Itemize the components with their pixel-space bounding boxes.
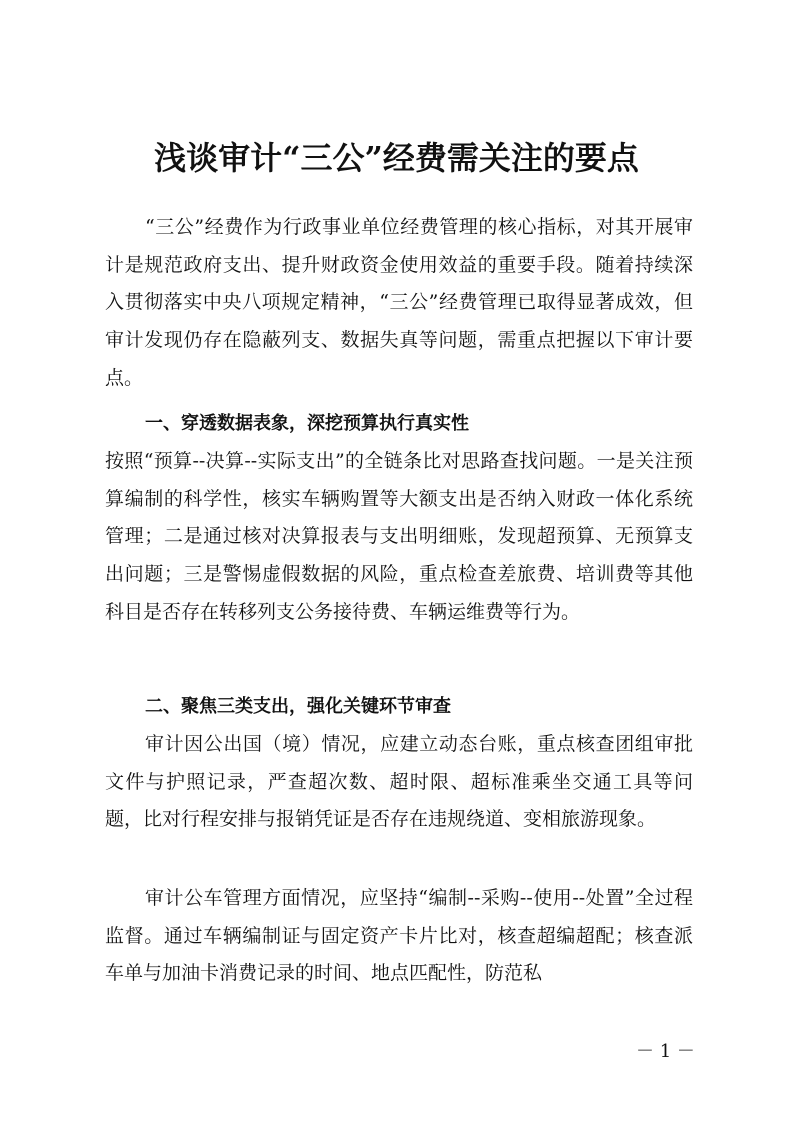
section-2-paragraph-1: 审计因公出国（境）情况，应建立动态台账，重点核查团组审批文件与护照记录，严查超次数、超时限、超标准乘坐交通工具等问题，比对行程安排与报销凭证是否存在违规绕道、变相旅游现象。: [105, 733, 693, 831]
section-2-paragraph-2: 审计公车管理方面情况，应坚持“编制--采购--使用--处置”全过程监督。通过车辆编制证与固定资产卡片比对，核查超编超配；核查派车单与加油卡消费记录的时间、地点匹配性，防范私: [105, 887, 693, 985]
page-number: － 1 －: [636, 1041, 695, 1062]
section-1-heading: 一、穿透数据表象，深挖预算执行真实性: [145, 413, 469, 434]
intro-paragraph: “三公”经费作为行政事业单位经费管理的核心指标，对其开展审计是规范政府支出、提升财政资金使用效益的重要手段。随着持续深入贯彻落实中央八项规定精神，“三公”经费管理已取得显著成效，但审计发现仍存在隐蔽列支、数据失真等问题，需重点把握以下审计要点。: [105, 216, 693, 389]
section-1-paragraph: 按照“预算--决算--实际支出”的全链条比对思路查找问题。一是关注预算编制的科学性，核实车辆购置等大额支出是否纳入财政一体化系统管理；二是通过核对决算报表与支出明细账，发现超预算、无预算支出问题；三是警惕虚假数据的风险，重点检查差旅费、培训费等其他科目是否存在转移列支公务接待费、车辆运维费等行为。: [105, 450, 693, 623]
page-title: 浅谈审计“三公”经费需关注的要点: [154, 139, 639, 178]
section-2-heading: 二、聚焦三类支出，强化关键环节审查: [145, 696, 451, 717]
